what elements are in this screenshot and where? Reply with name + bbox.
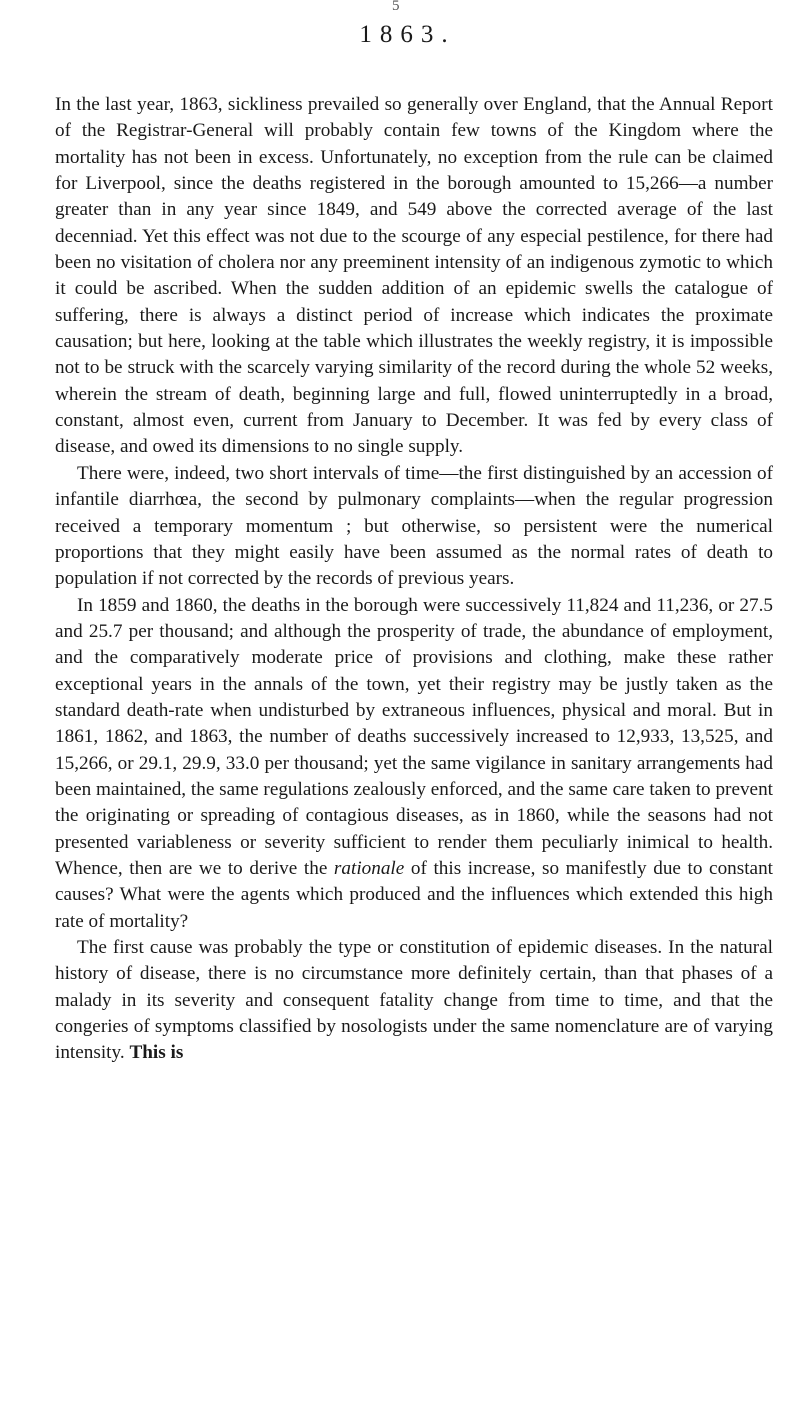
body-text (55, 92, 773, 1067)
paragraph (55, 461, 773, 593)
paragraph-text: In 1859 and 1860, the deaths in the borough were successively 11,824 and 11,236, or 27.5 and 25.7 per thousand; and although the prosperity of trade, the abundance of employment, and the comparatively moderate price of provisions and clothing, make these rather exceptional years in the annals of the town, yet their registry may be justly taken as the standard death-rate when undisturbed by extraneous influences, physical and moral. But in 1861, 1862, and 1863, the number of deaths successively increased to 12,933, 13,525, and 15,266, or 29.1, 29.9, 33.0 per thousand; yet the same vigilance in sanitary arrangements had been maintained, the same regulations zealously enforced, and the same care taken to prevent the originating or spreading of contagious diseases, as in 1860, while the seasons had not presented variableness or severity sufficient to render them peculiarly inimical to health. Whence, then are we to derive the (55, 594, 773, 879)
paragraph (55, 935, 773, 1067)
paragraph-text: There were, indeed, two short intervals of time—the first distinguished by an accession of infantile diarrhœa, the second by pulmonary complaints—when the regular progression received a temporary momentum ; but otherwise, so persistent were the numerical proportions that they might easily have been assumed as the normal rates of death to population if not corrected by the records of previous years. (55, 462, 773, 590)
paragraph-text: In the last year, 1863, sickliness prevailed so generally over England, that the Annual Report of the Registrar-General will probably contain few towns of the Kingdom where the mortality has not been in excess. Unfortunately, no exception from the rule can be claimed for Liverpool, since the deaths registered in the borough amounted to 15,266—a number greater than in any year since 1849, and 549 above the corrected average of the last decenniad. Yet this effect was not due to the scourge of any especial pestilence, for there had been no visitation of cholera nor any preeminent intensity of an indigenous zymotic to which it could be ascribed. When the sudden addition of an epidemic swells the catalogue of suffering, there is always a distinct period of increase which indicates the proximate causation; but here, looking at the table which illustrates the weekly registry, it is impossible not to be struck with the scarcely varying similarity of the record during the whole 52 weeks, wherein the stream of death, beginning large and full, flowed uninterruptedly in a broad, constant, almost even, current from January to December. It was fed by every class of disease, and owed its dimensions to no single supply. (55, 94, 773, 458)
paragraph-text: The first cause was probably the type or constitution of epidemic diseases. In the natural history of disease, there is no circumstance more definitely certain, than that phases of a malady in its severity and consequent fatality change from time to time, and that the congeries of symptoms classified by nosologists under the same nomenclature are of varying intensity. (55, 937, 773, 1064)
page-number: 5 (392, 0, 400, 14)
paragraph (55, 92, 773, 461)
bold-trailing-text: This is (129, 1042, 184, 1064)
italic-term: rationale (333, 857, 405, 879)
paragraph-text: of this increase, so manifestly due to constant causes? What were the agents which produced and the influences which extended this high rate of mortality? (55, 857, 773, 932)
year-heading: 1863. (359, 21, 456, 48)
paragraph (55, 593, 773, 935)
